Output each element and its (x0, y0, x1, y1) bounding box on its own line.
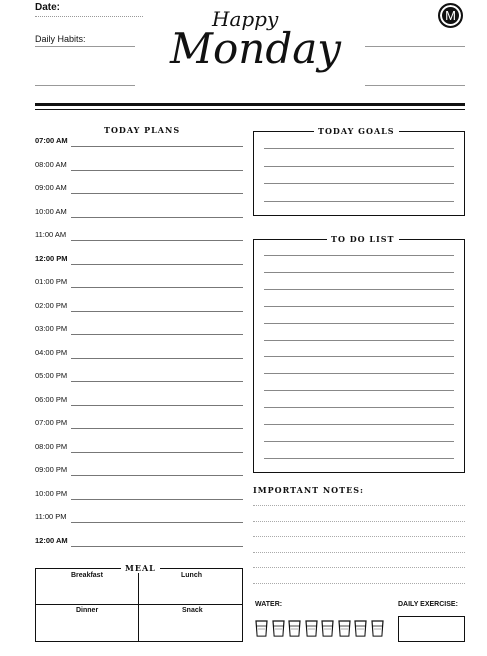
time-row (35, 371, 243, 387)
meal-divider-vertical (138, 568, 139, 642)
todo-line[interactable] (264, 373, 454, 374)
time-label: 10:00 PM (35, 488, 68, 498)
time-entry-line[interactable] (71, 334, 243, 335)
meal-box (35, 568, 243, 642)
time-entry-line[interactable] (71, 287, 243, 288)
todo-list-heading: TO DO LIST (327, 234, 399, 244)
habit-line[interactable] (365, 46, 465, 47)
time-row (35, 418, 243, 434)
logo-m-icon: M (438, 3, 463, 28)
meal-heading: MEAL (121, 563, 160, 573)
water-glass-icon[interactable] (305, 620, 318, 637)
time-entry-line[interactable] (71, 193, 243, 194)
date-label: Date: (35, 2, 61, 13)
time-entry-line[interactable] (71, 311, 243, 312)
water-glass-icon[interactable] (338, 620, 351, 637)
time-row (35, 442, 243, 458)
todo-line[interactable] (264, 255, 454, 256)
time-row (35, 277, 243, 293)
todo-line[interactable] (264, 340, 454, 341)
meal-dinner-label: Dinner (76, 607, 99, 614)
time-row (35, 348, 243, 364)
time-label: 02:00 PM (35, 300, 68, 310)
time-label: 09:00 PM (35, 465, 68, 474)
time-entry-line[interactable] (71, 452, 243, 453)
meal-divider-horizontal (35, 604, 243, 605)
date-field[interactable] (35, 16, 143, 17)
time-entry-line[interactable] (71, 475, 243, 476)
habit-line[interactable] (365, 85, 465, 86)
note-line[interactable] (253, 505, 465, 506)
note-line[interactable] (253, 567, 465, 568)
goal-line[interactable] (264, 183, 454, 184)
time-entry-line[interactable] (71, 522, 243, 523)
time-row (35, 254, 243, 270)
todo-line[interactable] (264, 441, 454, 442)
today-goals-heading: TODAY GOALS (314, 126, 399, 136)
meal-snack-label: Snack (182, 607, 203, 614)
time-label: 07:00 AM (35, 136, 68, 145)
todo-line[interactable] (264, 407, 454, 408)
header-divider-thick (35, 103, 465, 106)
daily-habits-label: Daily Habits: (35, 34, 86, 44)
note-line[interactable] (253, 583, 465, 584)
todo-line[interactable] (264, 289, 454, 290)
time-row (35, 395, 243, 411)
time-entry-line[interactable] (71, 405, 243, 406)
time-row (35, 160, 243, 176)
time-label: 06:00 PM (35, 394, 68, 404)
water-glass-icon[interactable] (321, 620, 334, 637)
time-label: 12:00 AM (35, 535, 68, 545)
time-row (35, 207, 243, 223)
water-glass-icon[interactable] (371, 620, 384, 637)
todo-list-box (253, 239, 465, 473)
todo-line[interactable] (264, 323, 454, 324)
today-plans-heading: TODAY PLANS (100, 125, 184, 135)
time-label: 01:00 PM (35, 277, 68, 286)
todo-line[interactable] (264, 390, 454, 391)
todo-line[interactable] (264, 306, 454, 307)
meal-breakfast-label: Breakfast (71, 572, 103, 579)
water-glass-icon[interactable] (272, 620, 285, 637)
time-row (35, 230, 243, 246)
time-entry-line[interactable] (71, 499, 243, 500)
goal-line[interactable] (264, 201, 454, 202)
water-glass-icon[interactable] (255, 620, 268, 637)
time-label: 03:00 PM (35, 324, 68, 333)
note-line[interactable] (253, 521, 465, 522)
time-entry-line[interactable] (71, 170, 243, 171)
time-row (35, 183, 243, 199)
note-line[interactable] (253, 536, 465, 537)
time-label: 09:00 AM (35, 183, 67, 192)
daily-exercise-label: DAILY EXERCISE: (398, 601, 458, 608)
time-entry-line[interactable] (71, 217, 243, 218)
time-label: 08:00 AM (35, 159, 67, 169)
goal-line[interactable] (264, 166, 454, 167)
time-entry-line[interactable] (71, 428, 243, 429)
time-row (35, 301, 243, 317)
todo-line[interactable] (264, 272, 454, 273)
important-notes-heading: IMPORTANT NOTES: (253, 485, 364, 495)
time-label: 10:00 AM (35, 206, 67, 216)
todo-line[interactable] (264, 424, 454, 425)
water-glass-icon[interactable] (288, 620, 301, 637)
note-line[interactable] (253, 552, 465, 553)
water-glass-icon[interactable] (354, 620, 367, 637)
todo-line[interactable] (264, 458, 454, 459)
daily-exercise-field[interactable] (398, 616, 465, 642)
time-row (35, 136, 243, 152)
time-row (35, 465, 243, 481)
time-label: 11:00 AM (35, 230, 67, 239)
time-label: 12:00 PM (35, 253, 68, 263)
time-row (35, 324, 243, 340)
time-entry-line[interactable] (71, 546, 243, 547)
header-divider-thin (35, 109, 465, 110)
title-monday: Monday (170, 24, 341, 73)
time-row (35, 536, 243, 552)
time-entry-line[interactable] (71, 358, 243, 359)
time-entry-line[interactable] (71, 381, 243, 382)
time-label: 07:00 PM (35, 418, 68, 427)
goal-line[interactable] (264, 148, 454, 149)
todo-line[interactable] (264, 356, 454, 357)
time-label: 08:00 PM (35, 441, 68, 451)
time-entry-line[interactable] (71, 264, 243, 265)
time-entry-line[interactable] (71, 146, 243, 147)
today-goals-box (253, 131, 465, 216)
habit-line[interactable] (35, 85, 135, 86)
time-label: 05:00 PM (35, 371, 68, 380)
time-row (35, 512, 243, 528)
time-label: 11:00 PM (35, 512, 67, 521)
habit-line[interactable] (35, 46, 135, 47)
time-row (35, 489, 243, 505)
time-entry-line[interactable] (71, 240, 243, 241)
time-label: 04:00 PM (35, 347, 68, 357)
meal-lunch-label: Lunch (181, 572, 202, 579)
title-happy: Happy (212, 7, 279, 31)
water-label: WATER: (255, 601, 283, 608)
